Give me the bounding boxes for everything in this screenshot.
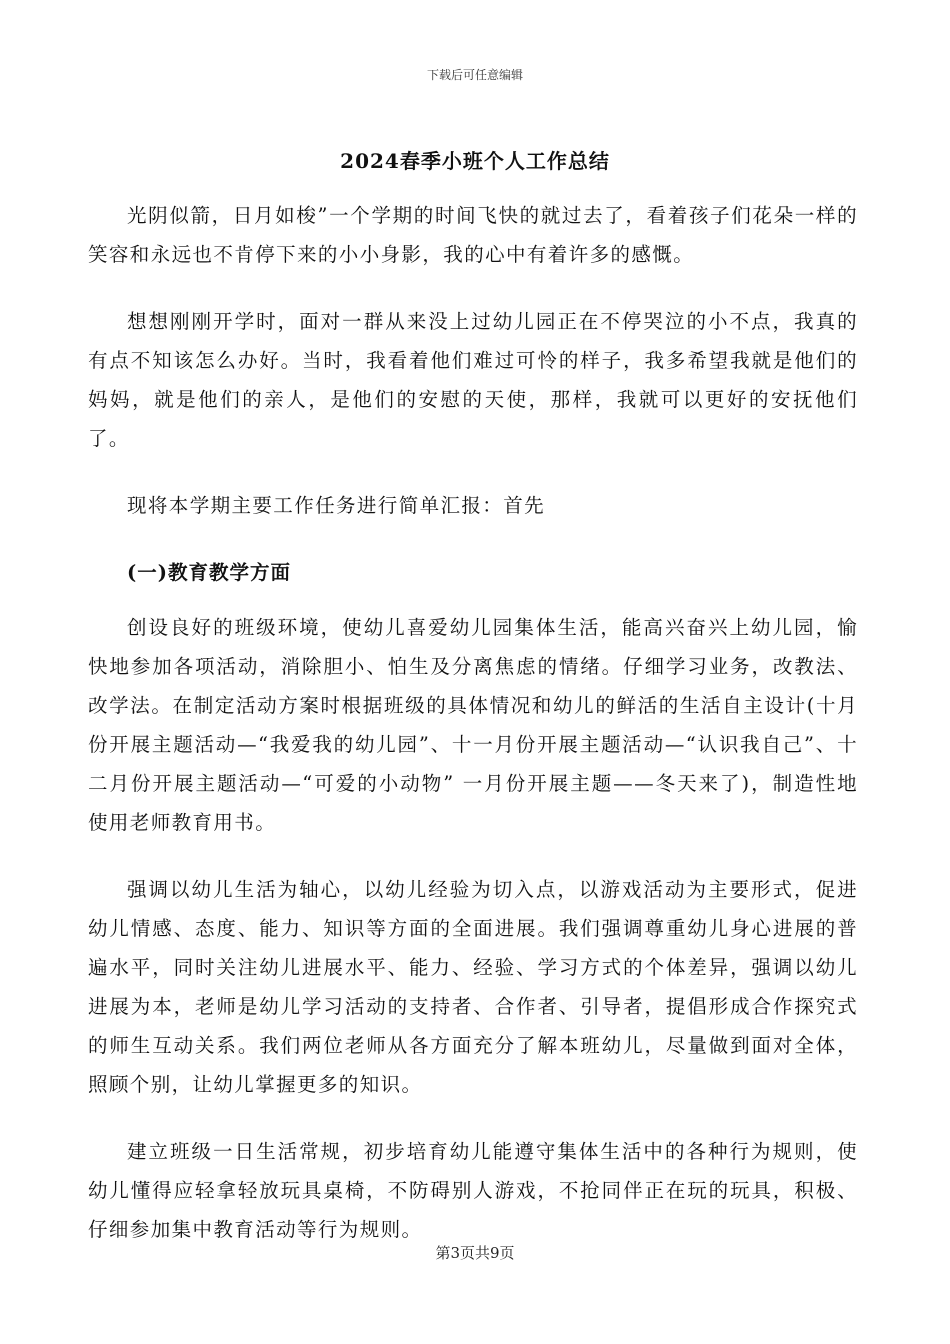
page-number-footer: 第3页共9页 [435, 1244, 515, 1262]
document-body [88, 196, 858, 1277]
paragraph: 创设良好的班级环境，使幼儿喜爱幼儿园集体生活，能高兴奋兴上幼儿园，愉快地参加各项活动，消除胆小、怕生及分离焦虑的情绪。仔细学习业务，改教法、改学法。在制定活动方案时根据班级的具体情况和幼儿的鲜活的生活自主设计(十月份开展主题活动—“我爱我的幼儿园”、十一月份开展主题活动—“认识我自己”、十二月份开展主题活动—“可爱的小动物” 一月份开展主题——冬天来了)，制造性地使用老师教育用书。 [88, 616, 858, 834]
section-heading: (一)教育教学方面 [127, 561, 291, 584]
paragraph: 强调以幼儿生活为轴心，以幼儿经验为切入点，以游戏活动为主要形式，促进幼儿情感、态度、能力、知识等方面的全面进展。我们强调尊重幼儿身心进展的普遍水平，同时关注幼儿进展水平、能力、经验、学习方式的个体差异，强调以幼儿进展为本，老师是幼儿学习活动的支持者、合作者、引导者，提倡形成合作探究式的师生互动关系。我们两位老师从各方面充分了解本班幼儿，尽量做到面对全体，照顾个别，让幼儿掌握更多的知识。 [88, 878, 858, 1096]
header-note: 下载后可任意编辑 [426, 68, 523, 82]
document-title: 2024春季小班个人工作总结 [340, 149, 610, 173]
paragraph: 现将本学期主要工作任务进行简单汇报：首先 [127, 494, 546, 517]
paragraph: 建立班级一日生活常规，初步培育幼儿能遵守集体生活中的各种行为规则，使幼儿懂得应轻拿轻放玩具桌椅，不防碍别人游戏，不抢同伴正在玩的玩具，积极、仔细参加集中教育活动等行为规则。 [88, 1140, 858, 1241]
paragraph: 光阴似箭，日月如梭”一个学期的时间飞快的就过去了，看着孩子们花朵一样的笑容和永远也不肯停下来的小小身影，我的心中有着许多的感慨。 [88, 204, 858, 266]
paragraph: 想想刚刚开学时，面对一群从来没上过幼儿园正在不停哭泣的小不点，我真的有点不知该怎么办好。当时，我看着他们难过可怜的样子，我多希望我就是他们的妈妈，就是他们的亲人，是他们的安慰的天使，那样，我就可以更好的安抚他们了。 [88, 310, 858, 450]
